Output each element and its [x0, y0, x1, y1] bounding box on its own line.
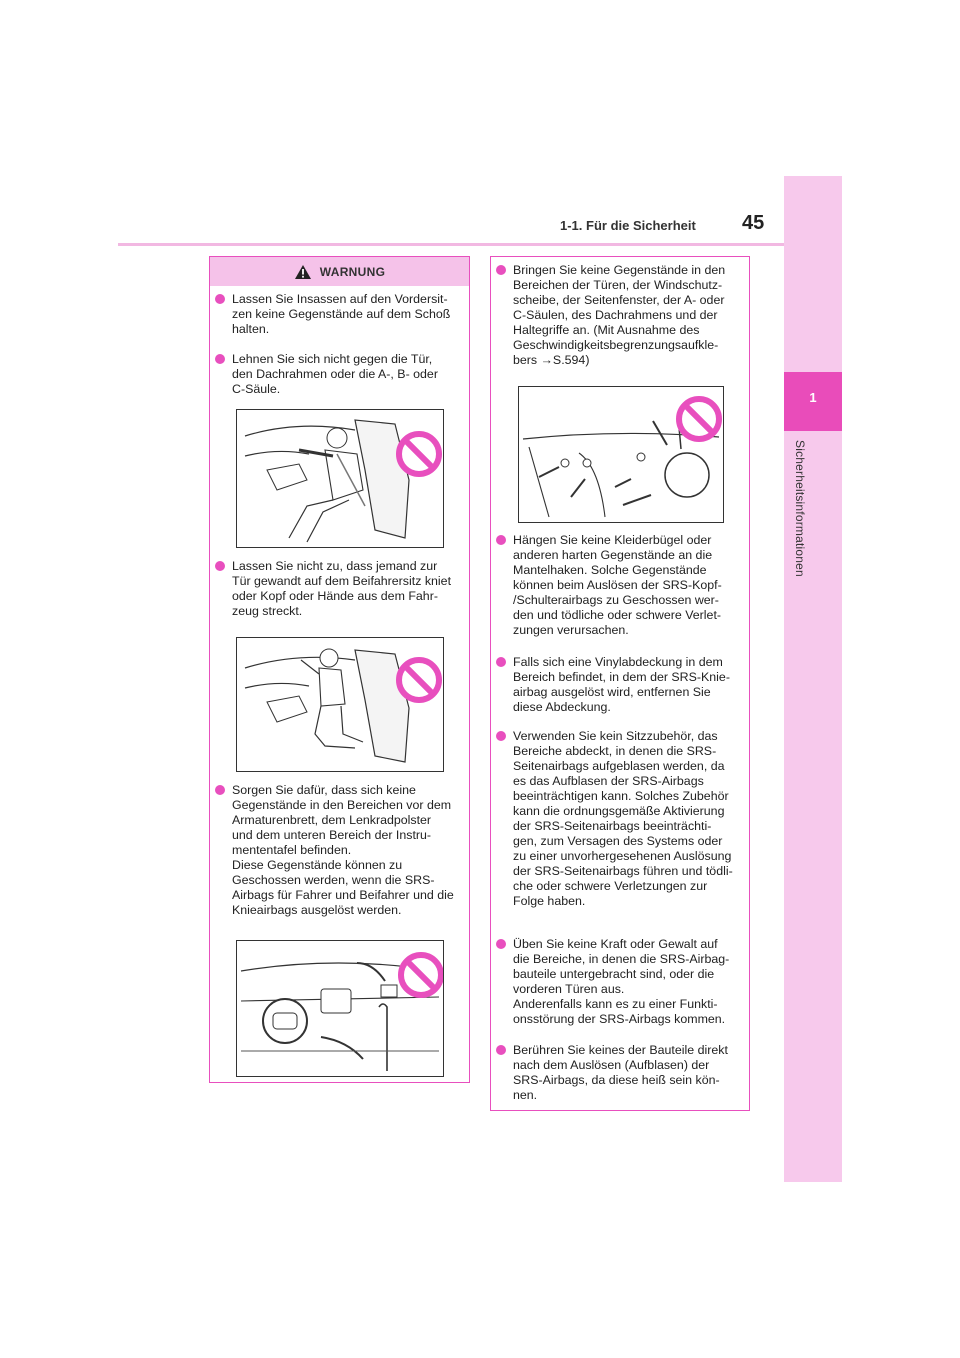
header-rule — [118, 243, 784, 246]
illustration-kneeling-passenger — [236, 637, 444, 772]
section-title: 1-1. Für die Sicherheit — [560, 218, 696, 233]
bullet-icon — [496, 939, 506, 949]
warning-item — [215, 352, 467, 397]
illustration-dashboard-objects — [236, 940, 444, 1077]
bullet-icon — [496, 1045, 506, 1055]
warning-item — [215, 559, 467, 619]
warning-text: Bringen Sie keine Gegenstände in den Bereichen der Türen, der Windschutz- scheibe, der Seitenfenster, der A- oder C-Säulen, des Dachrahmens und der Haltegriffe an. (Mit Ausnahme des Geschwindigkeitsbegrenzungsaufkle- bers →S.594) — [513, 263, 726, 367]
warning-item — [496, 263, 746, 368]
illustration-cabin-attachments — [518, 386, 724, 523]
warning-box-right — [490, 256, 750, 1111]
warning-text: Hängen Sie keine Kleiderbügel oder anderen harten Gegenstände an die Mantelhaken. Solche Gegenstände können beim Auslösen der SRS-Kopf- /Schulterairbags zu Geschossen wer- den und tödliche oder schwere Verlet- zungen verursachen. — [513, 533, 722, 637]
warning-text: Lassen Sie Insassen auf den Vordersit- zen keine Gegenstände auf dem Schoß halten. — [232, 292, 451, 336]
bullet-icon — [496, 265, 506, 275]
warning-text: Lassen Sie nicht zu, dass jemand zur Tür gewandt auf dem Beifahrersitz kniet oder Kopf oder Hände aus dem Fahr- zeug streckt. — [232, 559, 452, 618]
warning-item — [496, 729, 746, 909]
bullet-icon — [215, 294, 225, 304]
chapter-title: Sicherheitsinformationen — [793, 440, 807, 577]
bullet-icon — [496, 535, 506, 545]
page-number: 45 — [742, 212, 765, 234]
warning-item — [496, 533, 746, 638]
warning-item — [215, 292, 467, 337]
bullet-icon — [496, 731, 506, 741]
warning-text: Verwenden Sie kein Sitzzubehör, das Bereiche abdeckt, in denen die SRS- Seitenairbags aufgeblasen werden, da es das Aufblasen der SRS-Airbags beeinträchtigen kann. Solches Zubehör kann die ordnungsgemäße Aktivierung der SRS-Seitenairbags beeinträchti- gen, zum Versagen des Systems oder zu einer unvorhergesehenen Auslösung der SRS-Seitenairbags führen und tödli- che oder schwere Verletzungen zur Folge haben. — [513, 729, 733, 908]
warning-text: Lehnen Sie sich nicht gegen die Tür, den Dachrahmen oder die A-, B- oder C-Säule. — [232, 352, 438, 396]
warning-item — [215, 783, 467, 918]
warning-item — [496, 937, 746, 1027]
warning-box-left — [209, 256, 470, 1083]
bullet-icon — [215, 785, 225, 795]
warning-text: Berühren Sie keines der Bauteile direkt nach dem Auslösen (Aufblasen) der SRS-Airbags, da diese heiß sein kön- nen. — [513, 1043, 728, 1102]
warning-header — [210, 257, 469, 286]
warning-item — [496, 1043, 746, 1103]
chapter-number: 1 — [809, 390, 817, 405]
bullet-icon — [215, 354, 225, 364]
warning-triangle-icon — [294, 264, 312, 280]
bullet-icon — [215, 561, 225, 571]
illustration-leaning-on-door — [236, 409, 444, 548]
warning-text: Sorgen Sie dafür, dass sich keine Gegenstände in den Bereichen vor dem Armaturenbrett, dem Lenkradpolster und dem unteren Bereich der Instru- mententafel befinden. Diese Gegenstände können zu Geschossen werden, wenn die SRS- Airbags für Fahrer und Beifahrer und die Knieairbags ausgelöst werden. — [232, 783, 454, 917]
bullet-icon — [496, 657, 506, 667]
warning-item — [496, 655, 746, 715]
warning-title: WARNUNG — [319, 264, 386, 279]
warning-text: Falls sich eine Vinylabdeckung in dem Bereich befindet, in dem der SRS-Knie- airbag ausgelöst wird, entfernen Sie diese Abdeckung. — [513, 655, 730, 714]
warning-text: Üben Sie keine Kraft oder Gewalt auf die Bereiche, in denen die SRS-Airbag- bauteile untergebracht sind, oder die vorderen Türen aus. Anderenfalls kann es zu einer Funkti- onsstörung der SRS-Airbags kommen. — [513, 937, 730, 1026]
